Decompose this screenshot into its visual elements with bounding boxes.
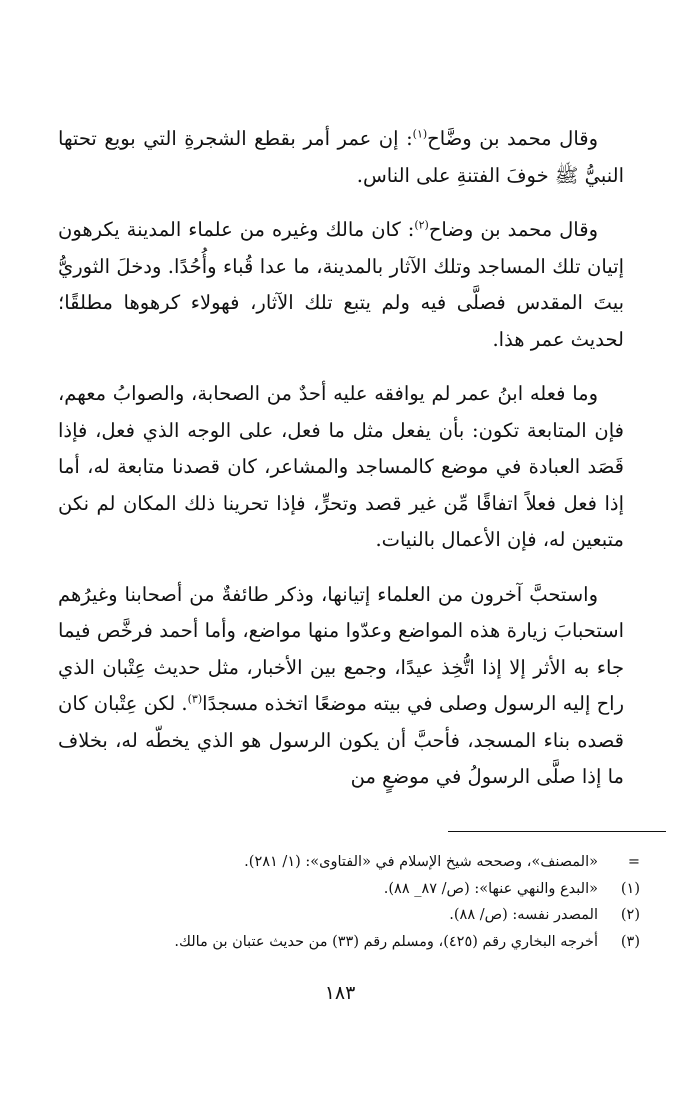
paragraph-text: وقال محمد بن وضاح (428, 218, 598, 241)
footnote-text: «المصنف»، وصححه شيخ الإسلام في «الفتاوى»: (١/ ٢٨١). (244, 854, 598, 870)
footnote-ref-1: (١) (412, 127, 428, 141)
footnote-text: أخرجه البخاري رقم (٤٢٥)، ومسلم رقم (٣٣) من حديث عتبان بن مالك. (174, 933, 598, 950)
footnote-mark: = (627, 854, 640, 870)
footnote-mark: (٢) (620, 907, 640, 923)
paragraph-ibn-umar (58, 376, 624, 559)
paragraph-ibn-waddah-tree (58, 121, 624, 194)
footnote-2 (58, 902, 640, 929)
footnote-mark: (٣) (620, 933, 640, 950)
paragraph-text: وما فعله ابنُ عمر لم يوافقه عليه أحدٌ من الصحابة، والصوابُ معهم، فإن المتابعة تكون: بأن يفعل مثل ما فعل، على الوجه الذي فعل، فإذا قَصَد العبادة في موضع كالمساجد والمشاعر، كان قصدنا متابعة له، أما إذا فعل فعلاً اتفاقًا مِّن غير قصد وتحرٍّ، فإذا تحرينا ذلك المكان لم نكن متبعين له، فإن الأعمال بالنيات. (58, 382, 624, 551)
paragraph-malik-medina (58, 212, 624, 358)
footnote-separator (448, 831, 666, 832)
paragraph-text: وقال محمد بن وضَّاح (427, 127, 598, 150)
paragraph-text: واستحبَّ آخرون من العلماء إتيانها، وذكر طائفةٌ من أصحابنا وغيرُهم استحبابَ زيارة هذه المواضع وعدّوا منها مواضع، وأما أحمد فرخَّص فيما جاء به الأثر إلا إذا اتُّخِذ عيدًا، وجمع بين الأخبار، مثل حديث عِتْبان الذي راح إليه الرسول وصلى في بيته موضعًا اتخذه مسجدًا (58, 582, 624, 715)
footnote-1 (58, 876, 640, 903)
paragraph-text: . لكن عِتْبان كان قصده بناء المسجد، فأحبَّ أن يكون الرسول هو الذي يخطّه له، بخلاف ما إذا صلَّى الرسولُ في موضعٍ من (58, 692, 624, 788)
footnote-continuation (58, 849, 640, 876)
page-number: ١٨٣ (324, 982, 356, 1004)
main-text (58, 121, 624, 814)
footnote-text: المصدر نفسه: (ص/ ٨٨). (449, 907, 598, 923)
paragraph-others-recommended (58, 577, 624, 796)
paragraph-text: : كان مالك وغيره من علماء المدينة يكرهون إتيان تلك المساجد وتلك الآثار بالمدينة، ما عدا قُباء وأُحُدًا. ودخلَ الثوريُّ بيتَ المقدس فصلَّى فيه ولم يتبع تلك الآثار، فهولاء كرهوها مطلقًا؛ لحديث عمر هذا. (58, 218, 624, 351)
footnote-ref-2: (٢) (414, 218, 429, 232)
footnotes (58, 849, 640, 955)
footnote-ref-3: (٣) (187, 692, 203, 706)
footnote-text: «البدع والنهي عنها»: (ص/ ٨٧_ ٨٨). (383, 880, 598, 897)
footnote-mark: (١) (620, 880, 640, 897)
paragraph-text: : إن عمر أمر بقطع الشجرةِ التي بويع تحتها النبيُّ ﷺ خوفَ الفتنةِ على الناس. (58, 127, 624, 187)
footnote-3 (58, 929, 640, 956)
